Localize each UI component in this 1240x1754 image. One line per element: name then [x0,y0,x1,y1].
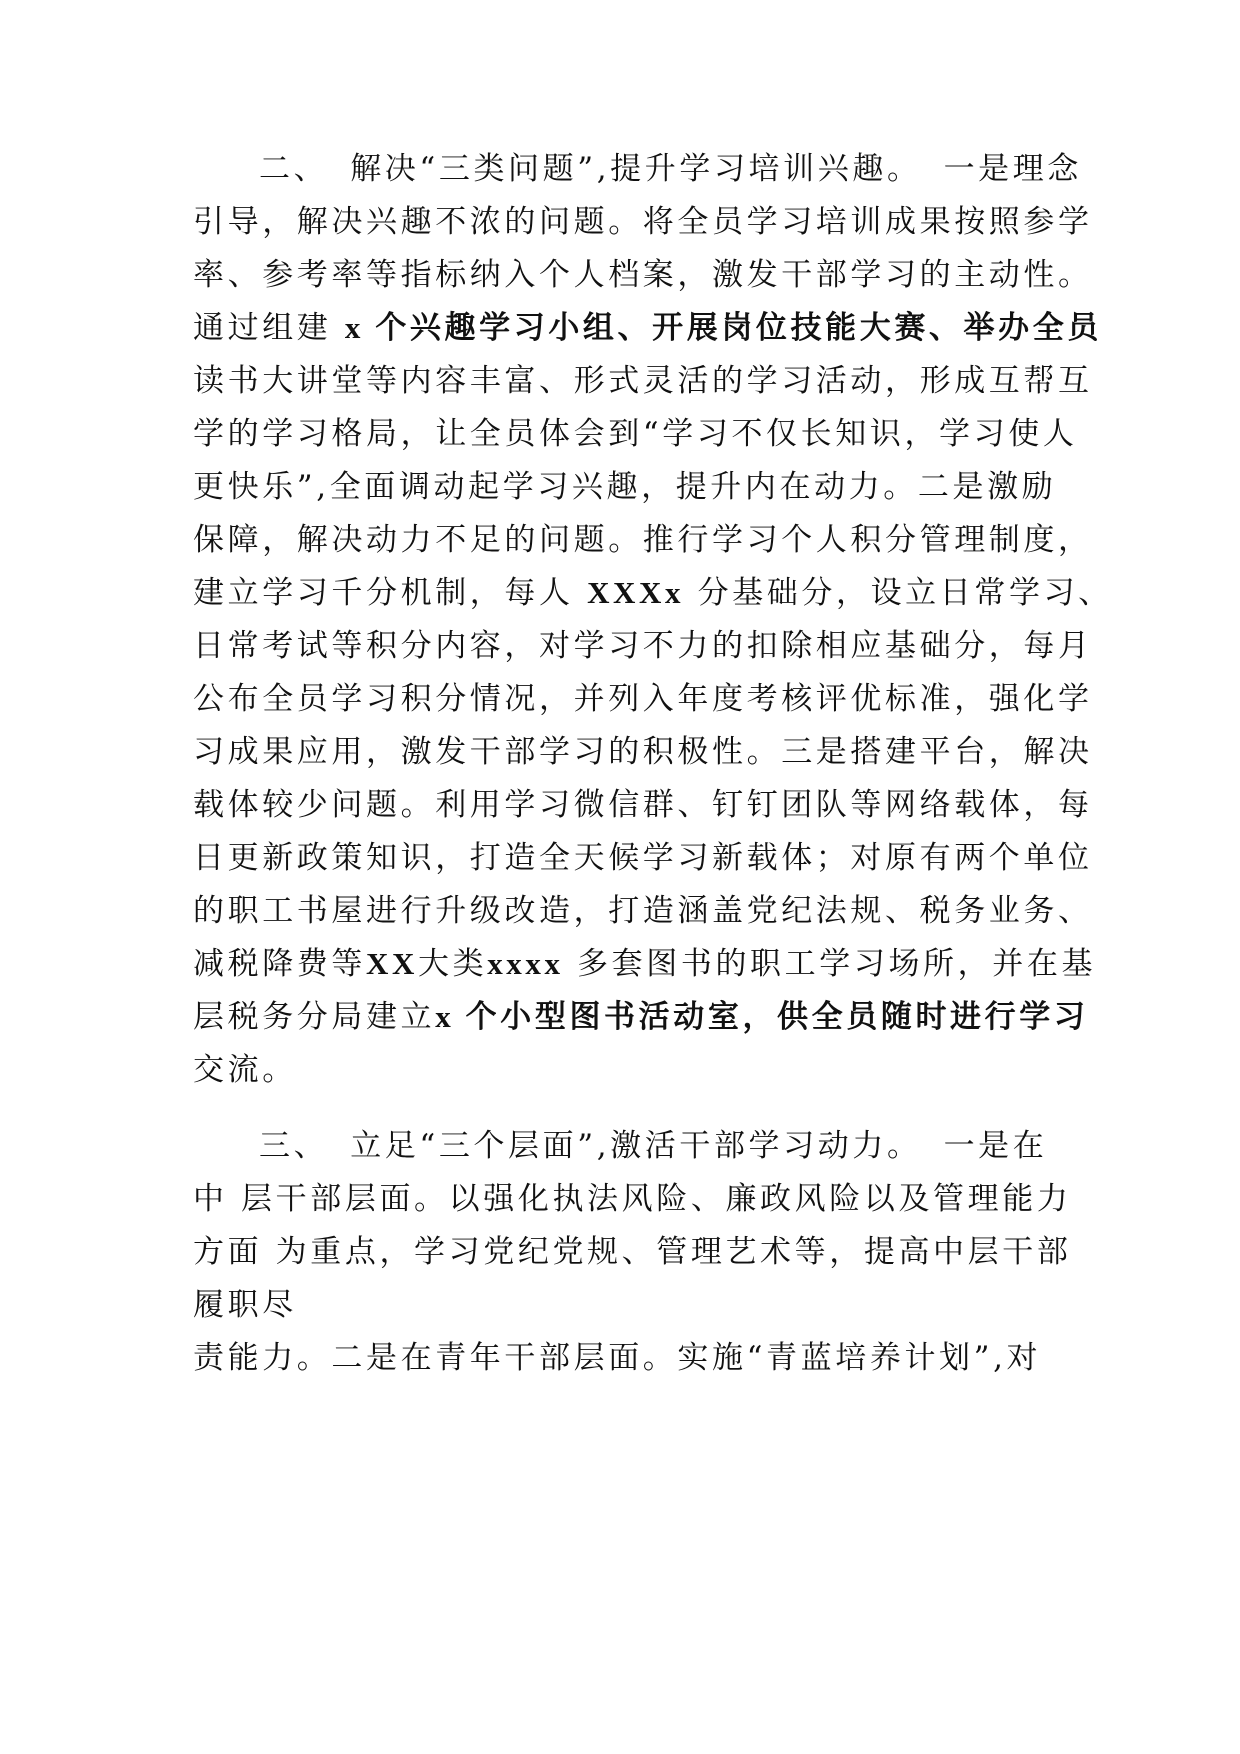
paragraph-line [193,829,1093,887]
section-title: 立足“三个层面”,激活干部学习动力。 [350,1128,922,1164]
bold-text-run: 个兴趣学习小组、开展岗位技能大赛、举办全员 [363,310,1102,345]
paragraph-line [193,1223,1072,1281]
text-run: 责能力。二是在青年干部层面。实施“青蓝培养计划”,对 [193,1340,1042,1376]
section-two-heading-line [259,140,1119,198]
paragraph-line [193,458,1057,516]
bold-placeholder: xxxx [487,946,564,981]
bold-placeholder: x [435,999,455,1034]
paragraph-line [193,405,1078,463]
text-run: 公布全员学习积分情况，并列入年度考核评优标准，强化学 [193,681,1093,717]
bold-text-run: 个小型图书活动室，供全员随时进行学习 [454,999,1089,1034]
paragraph-line [193,776,1093,834]
paragraph-line [193,1170,1072,1228]
paragraph-line [193,935,1097,993]
paragraph-line [193,670,1093,728]
paragraph-line [193,352,1093,410]
section-number: 二、 [259,151,329,187]
text-run: 多套图书的职工学习场所，并在基 [563,946,1097,982]
paragraph-line [193,988,1089,1046]
paragraph-line [193,511,1093,569]
text-run: 方面 为重点，学习党纪党规、管理艺术等，提高中层干部 [193,1234,1072,1270]
text-run: 读书大讲堂等内容丰富、形式灵活的学习活动，形成互帮互 [193,363,1093,399]
bold-placeholder: XX [366,946,418,981]
text-run: 减税降费等 [193,946,366,982]
paragraph-line [193,1276,1053,1334]
text-run: 引导，解决兴趣不浓的问题。将全员学习培训成果按照参学 [193,204,1093,240]
text-run: 学的学习格局，让全员体会到“学习不仅长知识，学习使人 [193,416,1078,452]
text-run: 日更新政策知识，打造全天候学习新载体；对原有两个单位 [193,840,1093,876]
text-run: 习成果应用，激发干部学习的积极性。三是搭建平台，解决 [193,734,1093,770]
paragraph-line [193,564,1113,622]
text-run: 中 层干部层面。以强化执法风险、廉政风险以及管理能力 [193,1181,1072,1217]
bold-placeholder: x [344,310,364,345]
text-run: 建立学习千分机制，每人 [193,575,588,611]
paragraph-line [193,882,1093,940]
text-run: 更快乐”,全面调动起学习兴趣，提升内在动力。二是激励 [193,469,1057,505]
paragraph-line [193,617,1093,675]
text-run: 大类 [417,946,488,982]
text-run: 交流。 [193,1052,297,1088]
text-run: 载体较少问题。利用学习微信群、钉钉团队等网络载体，每 [193,787,1093,823]
paragraph-line [193,246,1093,304]
text-run: 履职尽 [193,1287,297,1323]
bold-placeholder: XXXx [587,575,685,610]
paragraph-line [193,1329,1053,1387]
text-run: 的职工书屋进行升级改造，打造涵盖党纪法规、税务业务、 [193,893,1093,929]
paragraph-line [193,299,1102,357]
text-run: 率、参考率等指标纳入个人档案，激发干部学习的主动性。 [193,257,1093,293]
text-run: 日常考试等积分内容，对学习不力的扣除相应基础分，每月 [193,628,1093,664]
text-run: 一是理念 [943,151,1082,187]
text-run: 分基础分，设立日常学习、 [684,575,1113,611]
paragraph-line [193,193,1093,251]
paragraph-line [193,723,1093,781]
section-number: 三、 [259,1128,329,1164]
text-run: 保障，解决动力不足的问题。推行学习个人积分管理制度， [193,522,1093,558]
section-title: 解决“三类问题”,提升学习培训兴趣。 [350,151,922,187]
text-run: 层税务分局建立 [193,999,436,1035]
section-three-heading-line [259,1117,1119,1175]
paragraph-line [193,1041,1053,1099]
text-run: 通过组建 [193,310,345,346]
text-run: 一是在 [943,1128,1048,1164]
